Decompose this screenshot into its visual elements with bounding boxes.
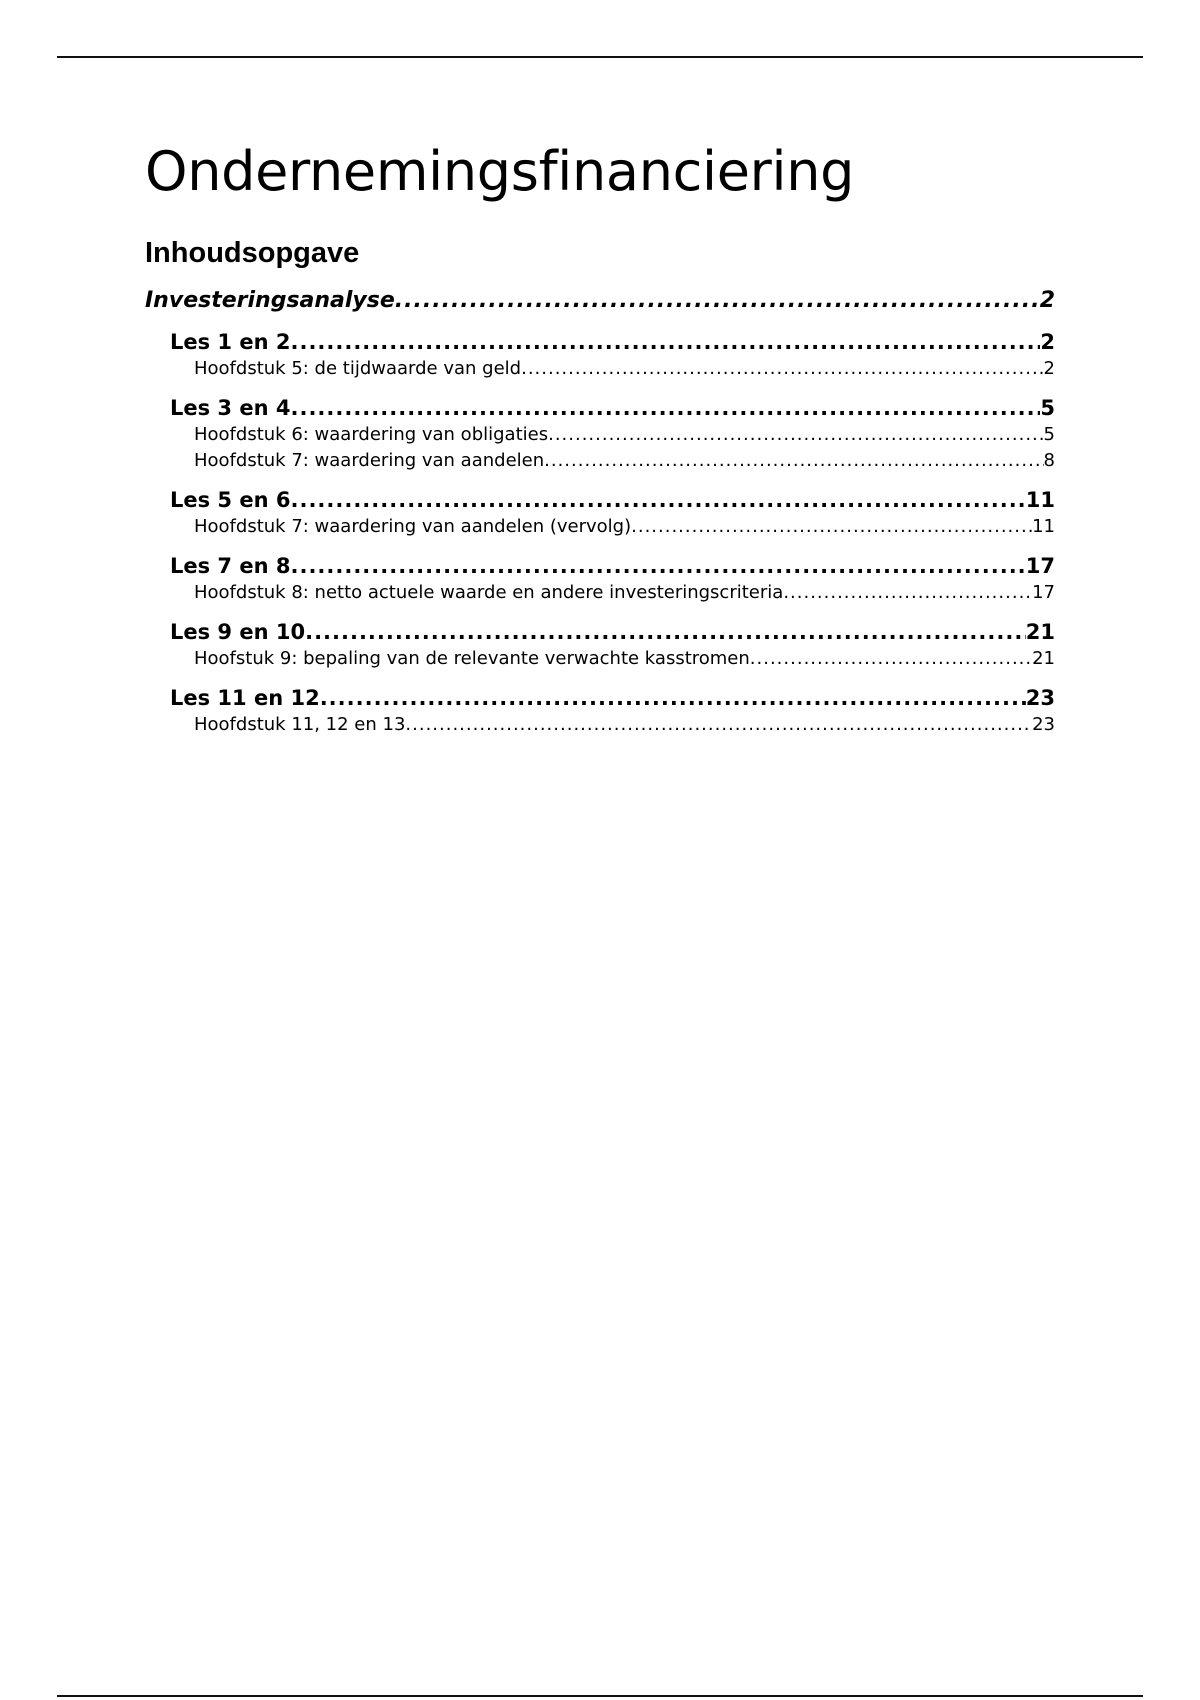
toc-chapter-label: Hoofstuk 9: bepaling van de relevante verwachte kasstromen <box>194 648 750 669</box>
toc-lesson-label: Les 7 en 8 <box>170 554 291 578</box>
toc-group <box>145 618 1055 672</box>
toc-dot-leader <box>290 486 1025 514</box>
toc-dot-leader <box>783 580 1032 606</box>
toc-group <box>145 394 1055 474</box>
document-body <box>145 140 1055 738</box>
toc-chapter-label: Hoofdstuk 8: netto actuele waarde en andere investeringscriteria <box>194 582 784 603</box>
toc-dot-leader <box>290 552 1025 580</box>
toc-group <box>145 328 1055 382</box>
toc-lesson-page: 23 <box>1025 686 1055 710</box>
toc-chapter-label: Hoofdstuk 11, 12 en 13 <box>194 714 406 735</box>
toc-chapter-label: Hoofdstuk 5: de tijdwaarde van geld <box>194 358 522 379</box>
toc-chapter-page: 5 <box>1043 424 1055 445</box>
toc-dot-leader <box>320 684 1026 712</box>
document-title: Ondernemingsfinanciering <box>145 140 855 203</box>
toc-dot-leader <box>290 328 1040 356</box>
toc-chapter-label: Hoofdstuk 6: waardering van obligaties <box>194 424 549 445</box>
toc-dot-leader <box>521 356 1043 382</box>
toc-chapter-page: 21 <box>1032 648 1055 669</box>
toc-dot-leader <box>305 618 1026 646</box>
toc-chapter-label: Hoofdstuk 7: waardering van aandelen <box>194 450 545 471</box>
table-of-contents <box>145 286 1055 738</box>
toc-lesson-page: 11 <box>1025 488 1055 512</box>
toc-part-label: Investeringsanalyse <box>145 288 395 313</box>
toc-chapter-page: 2 <box>1043 358 1055 379</box>
toc-lesson-label: Les 3 en 4 <box>170 396 291 420</box>
toc-chapter-page: 8 <box>1043 450 1055 471</box>
toc-lesson-entry[interactable] <box>145 684 1055 712</box>
toc-part-page: 2 <box>1039 288 1055 313</box>
toc-chapter-entry[interactable] <box>145 448 1055 474</box>
toc-group <box>145 684 1055 738</box>
toc-heading: Inhoudsopgave <box>145 237 360 269</box>
toc-lesson-page: 21 <box>1025 620 1055 644</box>
header-rule <box>57 56 1143 58</box>
toc-dot-leader <box>290 394 1040 422</box>
toc-chapter-label: Hoofdstuk 7: waardering van aandelen (vervolg) <box>194 516 632 537</box>
toc-dot-leader <box>405 712 1032 738</box>
toc-chapter-entry[interactable] <box>145 580 1055 606</box>
toc-lesson-label: Les 9 en 10 <box>170 620 306 644</box>
toc-dot-leader <box>631 514 1032 540</box>
toc-chapter-entry[interactable] <box>145 712 1055 738</box>
toc-chapter-entry[interactable] <box>145 356 1055 382</box>
toc-dot-leader <box>544 448 1043 474</box>
toc-lesson-page: 17 <box>1025 554 1055 578</box>
toc-chapter-page: 23 <box>1032 714 1055 735</box>
toc-lesson-entry[interactable] <box>145 618 1055 646</box>
toc-lesson-entry[interactable] <box>145 328 1055 356</box>
toc-chapter-page: 17 <box>1032 582 1055 603</box>
toc-lesson-page: 2 <box>1040 330 1055 354</box>
toc-lesson-page: 5 <box>1040 396 1055 420</box>
toc-dot-leader <box>750 646 1032 672</box>
toc-chapter-page: 11 <box>1032 516 1055 537</box>
toc-lesson-entry[interactable] <box>145 486 1055 514</box>
toc-dot-leader <box>395 286 1040 316</box>
toc-group <box>145 552 1055 606</box>
toc-lesson-label: Les 1 en 2 <box>170 330 291 354</box>
toc-part-entry[interactable] <box>145 286 1055 316</box>
toc-lesson-entry[interactable] <box>145 552 1055 580</box>
footer-rule <box>57 1695 1143 1697</box>
toc-dot-leader <box>548 422 1043 448</box>
toc-chapter-entry[interactable] <box>145 422 1055 448</box>
toc-chapter-entry[interactable] <box>145 514 1055 540</box>
toc-chapter-entry[interactable] <box>145 646 1055 672</box>
toc-group <box>145 486 1055 540</box>
toc-lesson-label: Les 11 en 12 <box>170 686 320 710</box>
toc-lesson-label: Les 5 en 6 <box>170 488 291 512</box>
toc-lesson-entry[interactable] <box>145 394 1055 422</box>
